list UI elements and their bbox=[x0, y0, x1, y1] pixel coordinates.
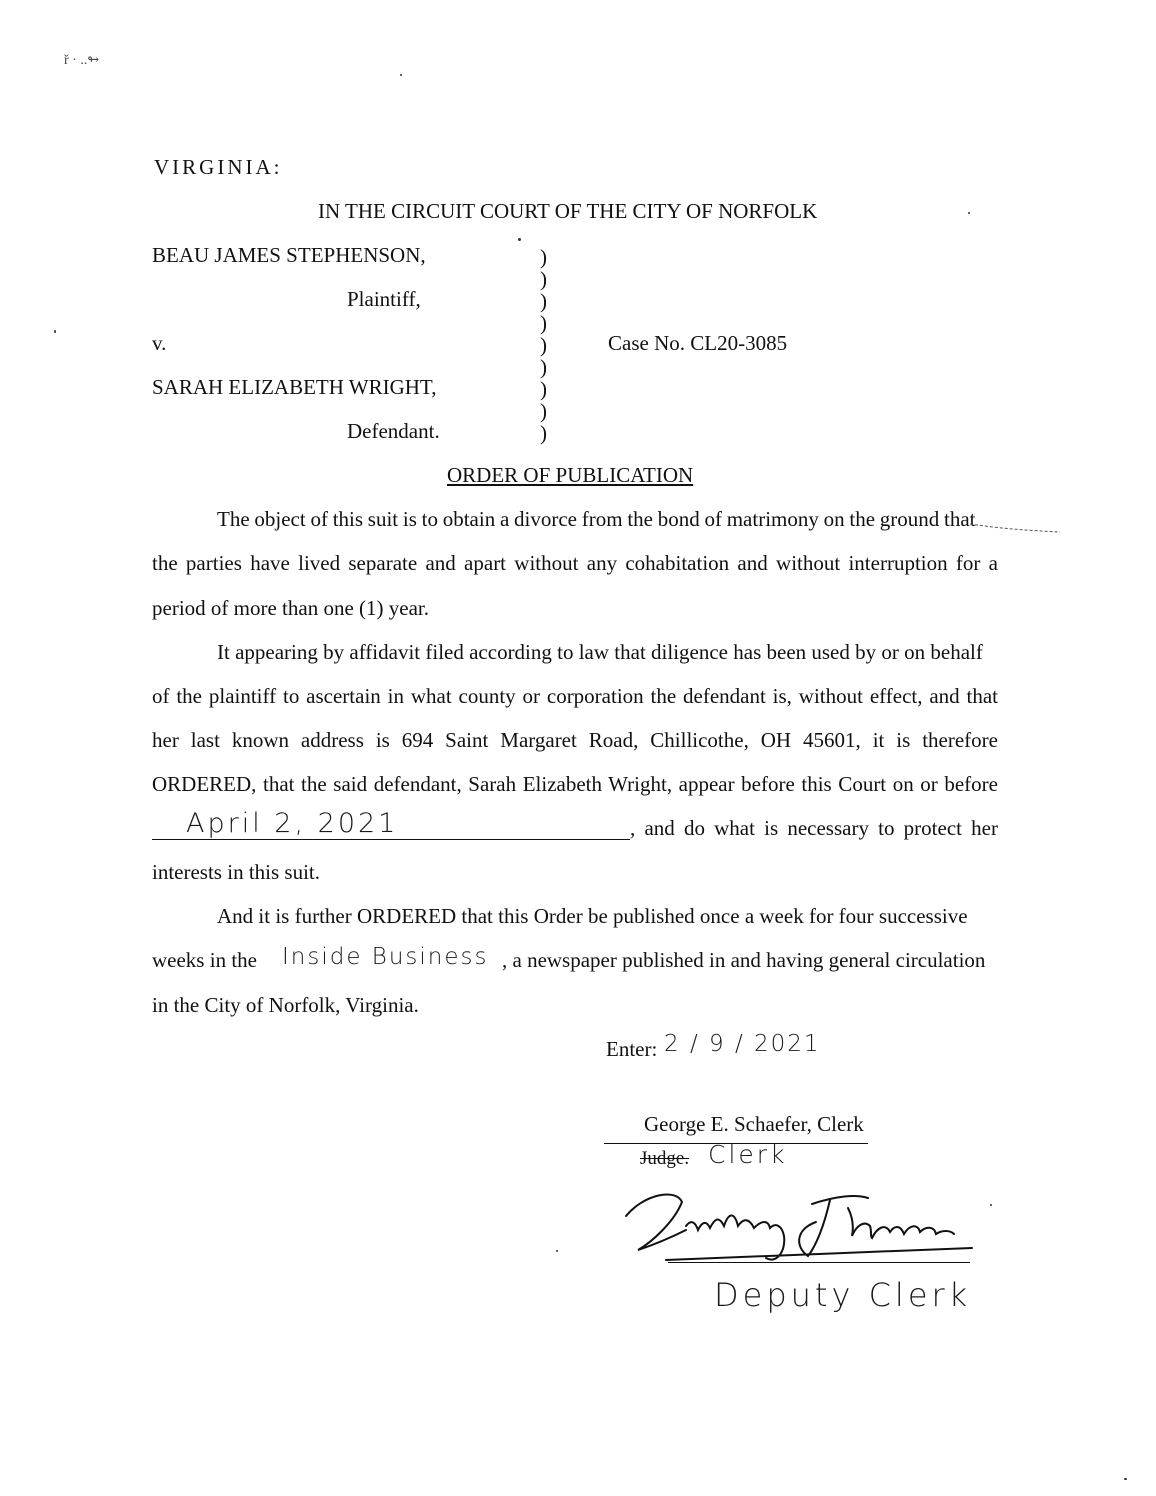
court-heading: IN THE CIRCUIT COURT OF THE CITY OF NORFOLK bbox=[318, 199, 818, 223]
handwritten-entry-date: 2 / 9 / 2021 bbox=[664, 1031, 821, 1057]
body-line: , a newspaper published in and having general circulation bbox=[502, 948, 986, 972]
plaintiff-name: BEAU JAMES STEPHENSON, bbox=[152, 243, 426, 267]
body-line: period of more than one (1) year. bbox=[152, 596, 429, 620]
order-title: ORDER OF PUBLICATION bbox=[447, 463, 694, 487]
date-blank-line bbox=[152, 839, 630, 840]
defendant-role: Defendant. bbox=[347, 419, 440, 443]
caption-bracket: ) bbox=[540, 245, 547, 269]
scan-speck bbox=[556, 1250, 558, 1252]
plaintiff-role: Plaintiff, bbox=[347, 287, 421, 311]
versus: v. bbox=[152, 331, 167, 355]
body-line: her last known address is 694 Saint Margaret Road, Chillicothe, OH 45601, it is therefore bbox=[152, 728, 998, 752]
caption-bracket: ) bbox=[540, 421, 547, 445]
body-line: of the plaintiff to ascertain in what county or corporation the defendant is, without effect, and that bbox=[152, 684, 998, 708]
scan-speck bbox=[990, 1204, 992, 1206]
handwritten-clerk-title: Clerk bbox=[708, 1140, 788, 1169]
caption-bracket: ) bbox=[540, 333, 547, 357]
scan-speck bbox=[1124, 1478, 1127, 1480]
body-line: weeks in the bbox=[152, 948, 257, 972]
scan-speck bbox=[968, 212, 970, 214]
caption-bracket: ) bbox=[540, 399, 547, 423]
handwritten-deputy-title: Deputy Clerk bbox=[714, 1276, 972, 1314]
scan-speck bbox=[400, 74, 402, 76]
caption-bracket: ) bbox=[540, 267, 547, 291]
body-line: the parties have lived separate and apart without any cohabitation and without interruption for a bbox=[152, 551, 998, 575]
body-line: , and do what is necessary to protect her bbox=[630, 816, 998, 840]
caption-bracket: ) bbox=[540, 355, 547, 379]
state-heading: VIRGINIA: bbox=[154, 155, 283, 179]
handwritten-appearance-date: April 2, 2021 bbox=[186, 808, 399, 839]
body-line: interests in this suit. bbox=[152, 860, 320, 884]
deputy-signature-line bbox=[668, 1262, 970, 1263]
body-line: ORDERED, that the said defendant, Sarah Elizabeth Wright, appear before this Court on or before bbox=[152, 772, 998, 796]
scan-speck bbox=[54, 330, 56, 333]
caption-bracket: ) bbox=[540, 311, 547, 335]
caption-bracket: ) bbox=[540, 377, 547, 401]
body-line: It appearing by affidavit filed according to law that diligence has been used by or on behalf bbox=[217, 640, 983, 664]
scan-speck bbox=[518, 238, 521, 241]
enter-label: Enter: bbox=[606, 1037, 658, 1061]
caption-bracket: ) bbox=[540, 289, 547, 313]
body-line: in the City of Norfolk, Virginia. bbox=[152, 993, 419, 1017]
struck-title: Judge. bbox=[640, 1148, 690, 1169]
body-line: The object of this suit is to obtain a divorce from the bond of matrimony on the ground that bbox=[217, 507, 976, 531]
handwritten-newspaper-name: Inside Business bbox=[282, 944, 489, 970]
case-number: Case No. CL20-3085 bbox=[608, 331, 788, 355]
clerk-name: George E. Schaefer, Clerk bbox=[644, 1112, 864, 1136]
scan-mark: ř · ..↬ bbox=[64, 53, 100, 68]
body-line: And it is further ORDERED that this Order be published once a week for four successive bbox=[217, 904, 968, 928]
scan-streak bbox=[968, 518, 1064, 536]
defendant-name: SARAH ELIZABETH WRIGHT, bbox=[152, 375, 437, 399]
